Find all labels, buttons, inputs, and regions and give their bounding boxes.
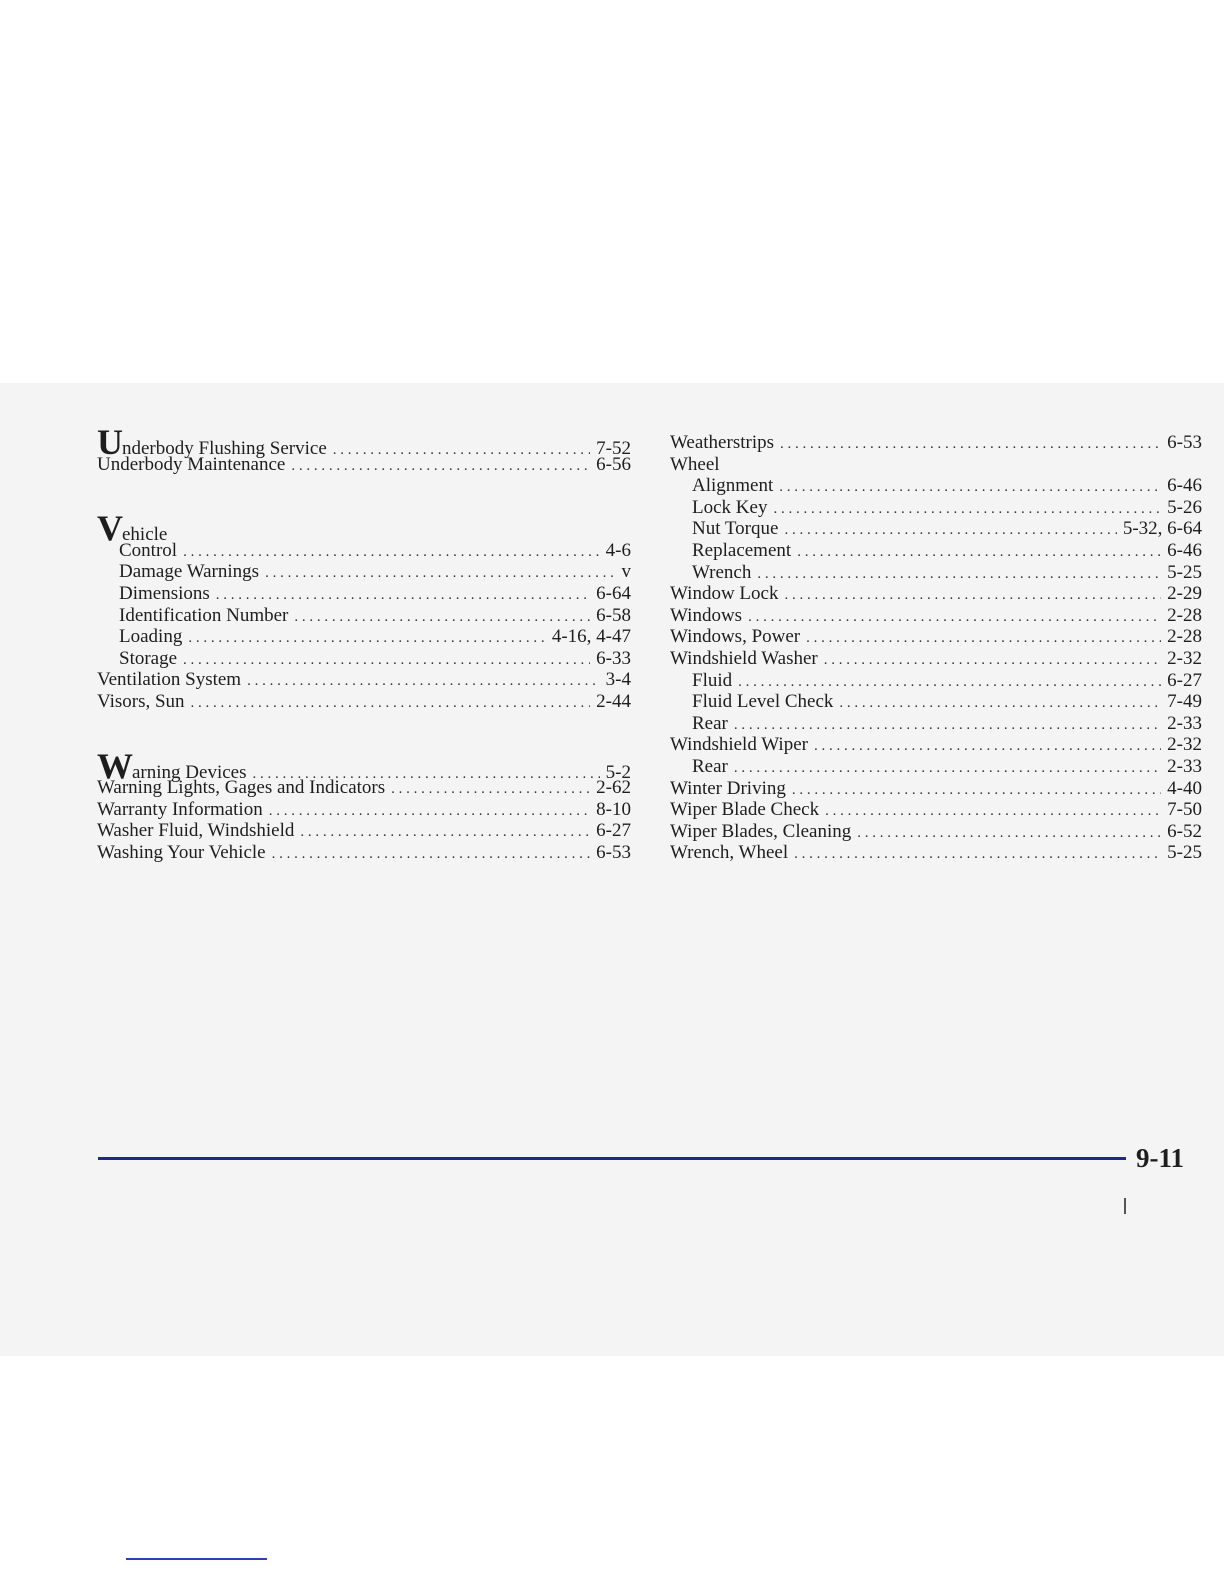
entry-page-ref: 5-25 bbox=[1167, 561, 1202, 583]
entry-page-ref: v bbox=[621, 561, 631, 583]
entry-text: Wheel bbox=[670, 453, 720, 475]
entry-text: Wrench, Wheel bbox=[670, 842, 789, 864]
entry-text: Fluid bbox=[692, 669, 733, 691]
dot-leader bbox=[757, 564, 1161, 586]
entry-text: Lock Key bbox=[692, 496, 768, 518]
index-entry bbox=[670, 583, 1202, 605]
entry-label bbox=[670, 648, 818, 670]
entry-page-ref: 6-53 bbox=[596, 841, 631, 863]
entry-label bbox=[97, 669, 241, 691]
entry-page-ref: 6-46 bbox=[1167, 475, 1202, 497]
entry-text: Control bbox=[119, 539, 178, 561]
entry-page-ref: 6-52 bbox=[1167, 820, 1202, 842]
entry-page-ref: 6-64 bbox=[596, 582, 631, 604]
index-entry bbox=[670, 432, 1202, 454]
section-initial: W bbox=[97, 745, 132, 786]
entry-label bbox=[692, 756, 728, 778]
index-entry bbox=[97, 745, 631, 786]
entry-text: Washer Fluid, Windshield bbox=[97, 820, 295, 842]
entry-page-ref: 6-53 bbox=[1167, 432, 1202, 453]
entry-text: Ventilation System bbox=[97, 669, 242, 691]
index-entry bbox=[97, 799, 631, 821]
entry-label bbox=[97, 691, 185, 713]
index-subentry bbox=[670, 562, 1202, 584]
dot-leader bbox=[734, 715, 1161, 737]
dot-leader bbox=[773, 499, 1161, 521]
index-subentry bbox=[670, 540, 1202, 562]
entry-text: Alignment bbox=[692, 475, 774, 497]
dot-leader bbox=[824, 650, 1161, 672]
index-column-left bbox=[97, 422, 631, 907]
index-subentry bbox=[670, 497, 1202, 519]
entry-text: Wrench bbox=[692, 561, 752, 583]
entry-label bbox=[119, 626, 182, 648]
entry-text: arning Devices bbox=[132, 761, 247, 783]
index-subentry bbox=[97, 540, 631, 562]
entry-page-ref: 6-56 bbox=[596, 453, 631, 475]
index-subentry bbox=[670, 670, 1202, 692]
dot-leader bbox=[825, 801, 1161, 823]
index-entry bbox=[670, 799, 1202, 821]
index-entry bbox=[97, 842, 631, 864]
entry-page-ref: 6-58 bbox=[596, 604, 631, 626]
index-section bbox=[97, 745, 631, 864]
entry-page-ref: 7-52 bbox=[596, 438, 631, 459]
index-entry bbox=[97, 777, 631, 799]
entry-text: Windows, Power bbox=[670, 626, 801, 648]
entry-page-ref: 4-40 bbox=[1167, 777, 1202, 799]
footer-rule bbox=[98, 1157, 1126, 1160]
index-subentry bbox=[670, 691, 1202, 713]
index-entry bbox=[670, 734, 1202, 756]
entry-page-ref: 6-27 bbox=[596, 820, 631, 842]
entry-text: Rear bbox=[692, 712, 728, 734]
entry-page-ref: 6-46 bbox=[1167, 539, 1202, 561]
entry-label bbox=[670, 842, 788, 864]
entry-text: Washing Your Vehicle bbox=[97, 841, 266, 863]
entry-page-ref: 2-32 bbox=[1167, 734, 1202, 756]
dot-leader bbox=[814, 736, 1161, 758]
entry-text: Wiper Blade Check bbox=[670, 799, 820, 821]
dot-leader bbox=[269, 801, 590, 823]
dot-leader bbox=[265, 563, 615, 585]
index-entry bbox=[97, 422, 631, 462]
dot-leader bbox=[784, 520, 1116, 542]
entry-text: nderbody Flushing Service bbox=[122, 438, 327, 459]
index-entry bbox=[97, 820, 631, 842]
dot-leader bbox=[188, 628, 546, 650]
index-subentry bbox=[670, 756, 1202, 778]
entry-text: Identification Number bbox=[119, 604, 289, 626]
entry-page-ref: 5-26 bbox=[1167, 496, 1202, 518]
entry-page-ref: 5-25 bbox=[1167, 842, 1202, 864]
index-entry bbox=[670, 821, 1202, 843]
entry-text: ehicle bbox=[122, 524, 168, 546]
entry-text: Windows bbox=[670, 604, 743, 626]
entry-label bbox=[670, 605, 742, 627]
entry-label bbox=[119, 561, 259, 583]
entry-page-ref: 4-6 bbox=[605, 539, 631, 561]
entry-label bbox=[97, 454, 285, 476]
entry-page-ref: 5-32, 6-64 bbox=[1122, 518, 1202, 540]
dot-leader bbox=[183, 650, 590, 672]
dot-leader bbox=[738, 672, 1161, 694]
entry-label bbox=[692, 713, 728, 735]
index-entry bbox=[670, 626, 1202, 648]
entry-label bbox=[119, 583, 210, 605]
index-section bbox=[97, 422, 631, 475]
index-entry bbox=[97, 669, 631, 691]
entry-page-ref: 8-10 bbox=[596, 798, 631, 820]
entry-text: Dimensions bbox=[119, 582, 210, 604]
index-subentry bbox=[97, 605, 631, 627]
entry-label bbox=[670, 454, 720, 476]
entry-text: Loading bbox=[119, 626, 183, 648]
entry-page-ref: 3-4 bbox=[605, 669, 631, 691]
index-column-right bbox=[670, 432, 1202, 864]
entry-text: Damage Warnings bbox=[119, 561, 260, 583]
entry-page-ref: 5-2 bbox=[605, 761, 631, 783]
index-subentry bbox=[670, 518, 1202, 540]
margin-mark bbox=[1124, 1198, 1126, 1214]
index-subentry bbox=[97, 626, 631, 648]
index-entry bbox=[97, 508, 631, 549]
entry-label bbox=[97, 820, 294, 842]
entry-text: Warranty Information bbox=[97, 798, 263, 820]
entry-page-ref: 2-28 bbox=[1167, 604, 1202, 626]
entry-page-ref: 2-44 bbox=[596, 690, 631, 712]
entry-label bbox=[670, 734, 808, 756]
entry-text: Winter Driving bbox=[670, 777, 786, 799]
entry-text: Windshield Wiper bbox=[670, 734, 808, 756]
dot-leader bbox=[294, 607, 590, 629]
entry-page-ref: 6-27 bbox=[1167, 669, 1202, 691]
dot-leader bbox=[839, 693, 1161, 715]
dot-leader bbox=[792, 780, 1161, 802]
entry-page-ref: 2-62 bbox=[596, 777, 631, 799]
section-initial: U bbox=[97, 422, 122, 462]
dot-leader bbox=[806, 628, 1161, 650]
entry-label bbox=[670, 626, 800, 648]
entry-text: Wiper Blades, Cleaning bbox=[670, 820, 852, 842]
section-initial: V bbox=[97, 508, 122, 549]
page-number: 9-11 bbox=[1136, 1143, 1185, 1173]
entry-page-ref: 2-28 bbox=[1167, 626, 1202, 648]
index-subentry bbox=[97, 561, 631, 583]
entry-label bbox=[692, 475, 773, 497]
entry-page-ref: 4-16, 4-47 bbox=[551, 626, 631, 648]
entry-text: Weatherstrips bbox=[670, 432, 774, 453]
entry-page-ref: 7-50 bbox=[1167, 799, 1202, 821]
dot-leader bbox=[272, 844, 591, 866]
index-entry bbox=[97, 691, 631, 713]
entry-page-ref: 2-32 bbox=[1167, 647, 1202, 669]
dot-leader bbox=[216, 585, 590, 607]
entry-page-ref: 7-49 bbox=[1167, 691, 1202, 713]
entry-label bbox=[97, 842, 266, 864]
dot-leader bbox=[784, 585, 1161, 607]
entry-page-ref: 2-33 bbox=[1167, 712, 1202, 734]
index-subentry bbox=[670, 713, 1202, 735]
index-entry bbox=[670, 842, 1202, 864]
dot-leader bbox=[291, 456, 590, 478]
dot-leader bbox=[779, 477, 1161, 499]
dot-leader bbox=[391, 779, 590, 801]
entry-label bbox=[97, 799, 263, 821]
entry-text: Nut Torque bbox=[692, 518, 779, 540]
entry-label bbox=[670, 583, 778, 605]
dot-leader bbox=[734, 758, 1161, 780]
entry-text: Replacement bbox=[692, 539, 792, 561]
entry-text: Underbody Maintenance bbox=[97, 453, 286, 475]
index-subentry bbox=[97, 648, 631, 670]
index-section bbox=[97, 508, 631, 712]
entry-label bbox=[670, 778, 786, 800]
index-entry bbox=[97, 454, 631, 476]
entry-label bbox=[119, 605, 288, 627]
entry-label bbox=[119, 540, 177, 562]
entry-text: Windshield Washer bbox=[670, 647, 818, 669]
entry-label bbox=[97, 777, 385, 799]
dot-leader bbox=[794, 844, 1161, 866]
entry-text: Window Lock bbox=[670, 583, 779, 605]
dot-leader bbox=[780, 434, 1161, 456]
dot-leader bbox=[748, 607, 1161, 629]
entry-page-ref: 2-29 bbox=[1167, 583, 1202, 605]
entry-label bbox=[670, 432, 774, 454]
index-subentry bbox=[670, 475, 1202, 497]
index-subentry bbox=[97, 583, 631, 605]
index-entry bbox=[670, 605, 1202, 627]
index-entry bbox=[670, 778, 1202, 800]
entry-text: Fluid Level Check bbox=[692, 691, 834, 713]
dot-leader bbox=[300, 822, 590, 844]
entry-text: Visors, Sun bbox=[97, 690, 185, 712]
entry-label bbox=[692, 691, 833, 713]
entry-label bbox=[692, 670, 732, 692]
bottom-underline bbox=[126, 1558, 267, 1560]
entry-page-ref: 6-33 bbox=[596, 647, 631, 669]
dot-leader bbox=[797, 542, 1161, 564]
dot-leader bbox=[247, 671, 600, 693]
dot-leader bbox=[191, 693, 591, 715]
entry-label bbox=[119, 648, 177, 670]
dot-leader bbox=[857, 823, 1161, 845]
entry-text: Storage bbox=[119, 647, 178, 669]
index-entry bbox=[670, 648, 1202, 670]
entry-label bbox=[670, 799, 819, 821]
entry-label bbox=[692, 518, 778, 540]
entry-label bbox=[670, 821, 851, 843]
dot-leader bbox=[183, 542, 600, 564]
entry-page-ref: 2-33 bbox=[1167, 755, 1202, 777]
entry-text: Warning Lights, Gages and Indicators bbox=[97, 777, 386, 799]
entry-text: Rear bbox=[692, 755, 728, 777]
entry-label bbox=[692, 497, 767, 519]
entry-label bbox=[692, 540, 791, 562]
index-entry bbox=[670, 454, 1202, 476]
entry-label bbox=[692, 562, 751, 584]
